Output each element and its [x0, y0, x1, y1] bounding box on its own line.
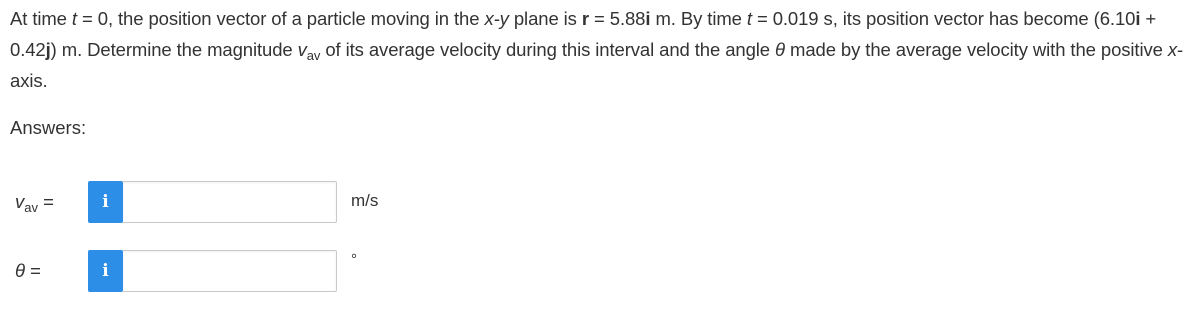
question-text: At time t = 0, the position vector of a particle moving in the x-y plane is r = 5.88i m. By time t = 0.019 s, its position vector has become (6.10i + 0.42j) m. Determine the magnitude $v_{av}$ of its average velocity during this interval and the angle θ made by the average velocity with the positive x-axis. — [10, 8, 1184, 91]
unit-label-mps: m/s — [351, 191, 379, 210]
vav-answer-input[interactable] — [123, 181, 337, 223]
info-icon[interactable]: i — [88, 250, 123, 292]
answer-row-theta — [0, 250, 600, 292]
unit-label-degrees: ° — [351, 251, 357, 268]
answers-heading: Answers: — [10, 117, 87, 138]
info-icon[interactable]: i — [88, 181, 123, 223]
theta-label: θ = — [15, 260, 41, 281]
theta-answer-input[interactable] — [123, 250, 337, 292]
answer-row-vav — [0, 181, 600, 223]
vav-label: $v_{av}$ = — [15, 191, 54, 215]
